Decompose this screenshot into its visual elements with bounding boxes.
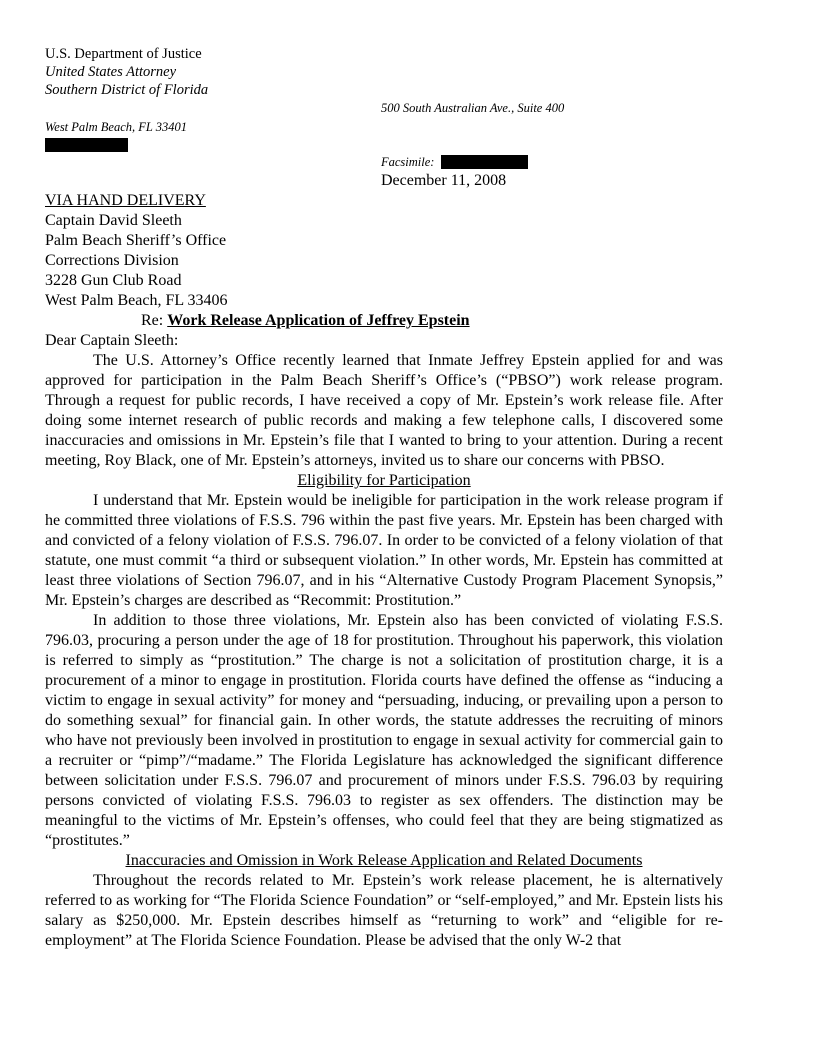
recipient-city: West Palm Beach, FL 33406	[45, 292, 228, 309]
redacted-facsimile	[441, 155, 528, 169]
department-name: U.S. Department of Justice	[45, 46, 202, 62]
office-address: 500 South Australian Ave., Suite 400	[381, 101, 565, 115]
section-heading-eligibility	[45, 471, 723, 491]
facsimile-label: Facsimile:	[381, 155, 435, 169]
re-line	[45, 311, 723, 331]
recipient-office: Palm Beach Sheriff’s Office	[45, 232, 227, 249]
re-subject: Work Release Application of Jeffrey Epstein	[167, 312, 470, 329]
delivery-method: VIA HAND DELIVERY	[45, 192, 206, 209]
letter-date: December 11, 2008	[381, 172, 507, 189]
section-heading-inaccuracies-text: Inaccuracies and Omission in Work Release Application and Related Documents	[125, 852, 643, 869]
paragraph-4: Throughout the records related to Mr. Epstein’s work release placement, he is alternatively referred to as working for “The Florida Science Foundation” or “self-employed,” and Mr. Epstein lists his salary as $250,000. Mr. Epstein describes himself as “returning to work” and “eligible for re-employment” at The Florida Science Foundation. Please be advised that the only W-2 that	[45, 872, 723, 949]
salutation: Dear Captain Sleeth:	[45, 332, 179, 349]
paragraph-3: In addition to those three violations, Mr. Epstein also has been convicted of violating F.S.S. 796.03, procuring a person under the age of 18 for prostitution. Throughout his paperwork, this violation is referred to simply as “prostitution.” The charge is not a solicitation of prostitution charge, it is a procurement of a minor to engage in prostitution. Florida courts have defined the offense as “inducing a victim to engage in sexual activity” for money and “persuading, inducing, or prevailing upon a person to do something sexual” for financial gain. In other words, the statute addresses the recruiting of minors who have not previously been involved in prostitution to engage in sexual activity for commercial gain to a recruiter or “pimp”/“madame.” The Florida Legislature has acknowledged the significant difference between solicitation under F.S.S. 796.07 and procurement of minors under F.S.S. 796.03 by requiring persons convicted of violating F.S.S. 796.03 to register as sex offenders. The distinction may be meaningful to the victims of Mr. Epstein’s offenses, who could feel that they are being stigmatized as “prostitutes.”	[45, 612, 723, 849]
recipient-street: 3228 Gun Club Road	[45, 272, 182, 289]
recipient-name: Captain David Sleeth	[45, 212, 182, 229]
paragraph-2: I understand that Mr. Epstein would be ineligible for participation in the work release program if he committed three violations of F.S.S. 796 within the past five years. Mr. Epstein has been charged with and convicted of a felony violation of F.S.S. 796.07. In order to be convicted of a felony violation of that statute, one must commit “a third or subsequent violation.” In other words, Mr. Epstein has committed at least three violations of Section 796.07, and in his “Alternative Custody Program Placement Synopsis,” Mr. Epstein’s charges are described as “Recommit: Prostitution.”	[45, 492, 723, 609]
recipient-division: Corrections Division	[45, 252, 179, 269]
paragraph-1: The U.S. Attorney’s Office recently learned that Inmate Jeffrey Epstein applied for and was approved for participation in the Palm Beach Sheriff’s Office’s (“PBSO”) work release program. Through a request for public records, I have received a copy of Mr. Epstein’s work release file. After doing some internet research of public records and making a few telephone calls, I discovered some inaccuracies and omissions in Mr. Epstein’s file that I wanted to bring to your attention. During a recent meeting, Roy Black, one of Mr. Epstein’s attorneys, invited us to share our concerns with PBSO.	[45, 352, 723, 469]
office-city: West Palm Beach, FL 33401	[45, 120, 188, 134]
redacted-phone	[45, 138, 128, 152]
section-heading-inaccuracies	[45, 851, 723, 871]
section-heading-eligibility-text: Eligibility for Participation	[297, 472, 471, 489]
re-label: Re:	[141, 312, 164, 329]
district-name: Southern District of Florida	[45, 82, 209, 98]
office-name: United States Attorney	[45, 64, 177, 80]
letter-body	[45, 191, 723, 951]
